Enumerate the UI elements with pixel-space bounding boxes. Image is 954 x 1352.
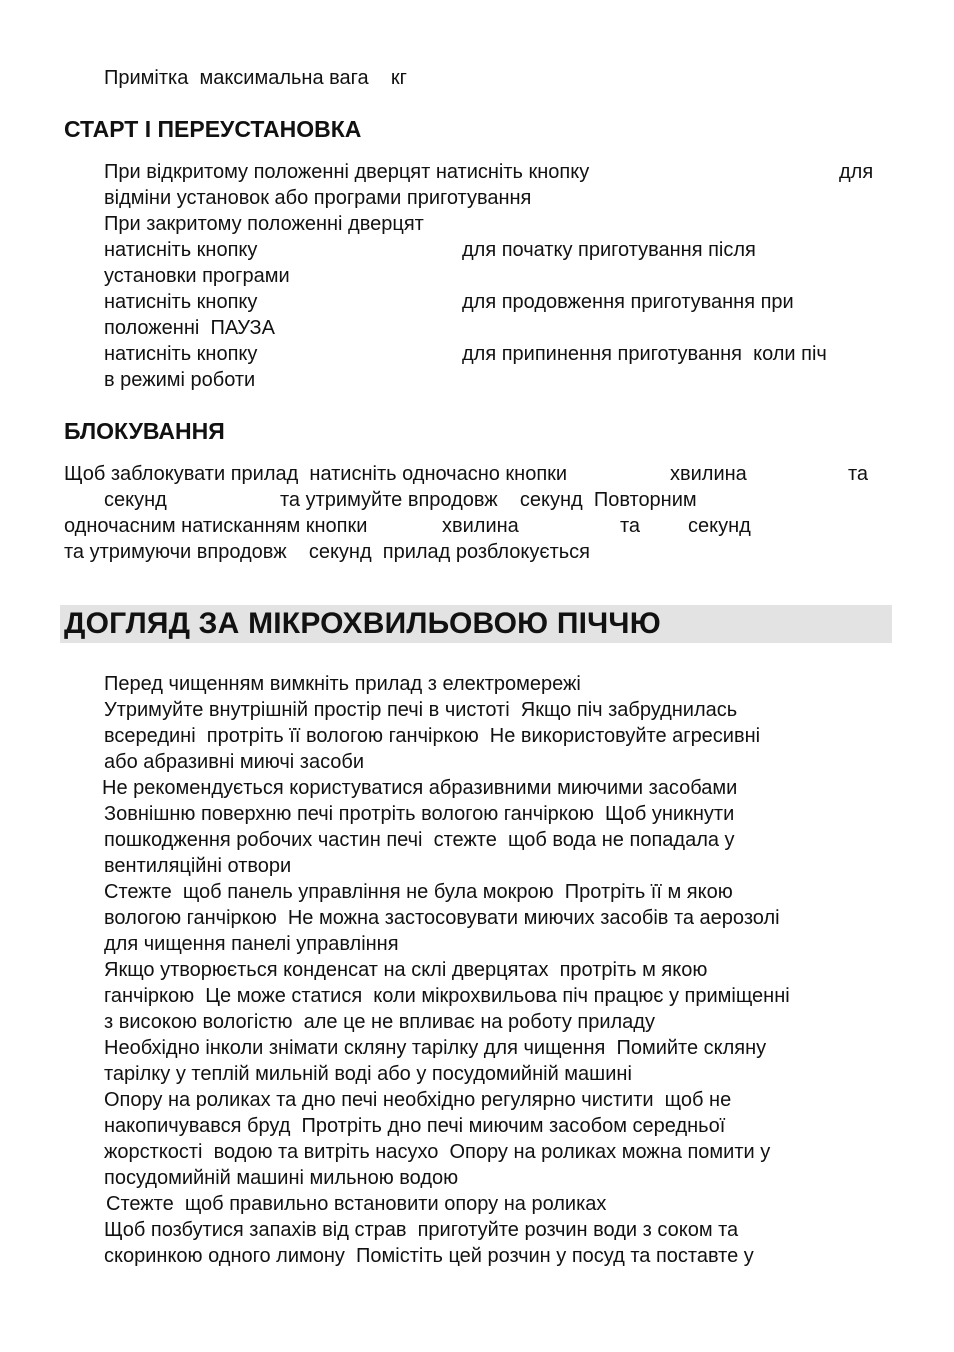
start-line-2: відміни установок або програми приготування bbox=[104, 187, 532, 209]
care-line: Стежте щоб панель управління не була мокрою Протріть її м якою bbox=[104, 881, 733, 903]
care-line: скоринкою одного лимону Помістіть цей розчин у посуд та поставте у bbox=[104, 1245, 754, 1267]
lock-line-1-a: Щоб заблокувати прилад натисніть одночасно кнопки bbox=[64, 463, 568, 485]
care-line: пошкодження робочих частин печі стежте щоб вода не попадала у bbox=[104, 829, 735, 851]
care-line: вентиляційні отвори bbox=[104, 855, 292, 877]
lock-line-1-b: хвилина bbox=[670, 463, 747, 485]
care-line: Утримуйте внутрішній простір печі в чистоті Якщо піч забруднилась bbox=[104, 699, 738, 721]
lock-heading: БЛОКУВАННЯ bbox=[64, 418, 225, 444]
lock-line-3-c: та bbox=[620, 515, 641, 537]
care-line: посудомийній машині мильною водою bbox=[104, 1167, 459, 1189]
care-line: Не рекомендується користуватися абразивними миючими засобами bbox=[102, 777, 738, 799]
start-line-3: При закритому положенні дверцят bbox=[104, 213, 424, 235]
start-line-8-left: натисніть кнопку bbox=[104, 343, 258, 365]
start-line-1: При відкритому положенні дверцят натисніть кнопку bbox=[104, 161, 590, 183]
care-line: тарілку у теплій мильній воді або у посудомийній машині bbox=[104, 1063, 632, 1085]
care-line: Якщо утворюється конденсат на склі дверцятах протріть м якою bbox=[104, 959, 708, 981]
care-heading: ДОГЛЯД ЗА МІКРОХВИЛЬОВОЮ ПІЧЧЮ bbox=[64, 607, 661, 640]
start-line-6-right: для продовження приготування при bbox=[462, 291, 794, 313]
start-line-6-left: натисніть кнопку bbox=[104, 291, 258, 313]
start-line-1-end: для bbox=[839, 161, 874, 183]
start-line-8-right: для припинення приготування коли піч bbox=[462, 343, 827, 365]
care-line: Щоб позбутися запахів від страв приготуйте розчин води з соком та bbox=[104, 1219, 739, 1241]
start-line-5: установки програми bbox=[104, 265, 290, 287]
lock-line-2-a: секунд bbox=[104, 489, 167, 511]
care-line: вологою ганчіркою Не можна застосовувати миючих засобів та аерозолі bbox=[104, 907, 780, 929]
care-line: для чищення панелі управління bbox=[104, 933, 399, 955]
lock-line-3-b: хвилина bbox=[442, 515, 519, 537]
care-line: Зовнішню поверхню печі протріть вологою ганчіркою Щоб уникнути bbox=[104, 803, 735, 825]
lock-line-3-a: одночасним натисканням кнопки bbox=[64, 515, 368, 537]
care-line: накопичувався бруд Протріть дно печі миючим засобом середньої bbox=[104, 1115, 726, 1137]
start-line-9: в режимі роботи bbox=[104, 369, 256, 391]
care-line: жорсткості водою та витріть насухо Опору на роликах можна помити у bbox=[104, 1141, 771, 1163]
start-line-7: положенні ПАУЗА bbox=[104, 317, 275, 339]
lock-line-4: та утримуючи впродовж секунд прилад розблокується bbox=[64, 541, 591, 563]
care-line: з високою вологістю але це не впливає на роботу приладу bbox=[104, 1011, 655, 1033]
start-line-4-left: натисніть кнопку bbox=[104, 239, 258, 261]
lock-line-2-b: та утримуйте впродовж секунд Повторним bbox=[280, 489, 697, 511]
care-line: Стежте щоб правильно встановити опору на роликах bbox=[106, 1193, 607, 1215]
care-line: Перед чищенням вимкніть прилад з електромережі bbox=[104, 673, 581, 695]
start-heading: СТАРТ І ПЕРЕУСТАНОВКА bbox=[64, 116, 362, 142]
lock-line-3-d: секунд bbox=[688, 515, 751, 537]
care-line: Опору на роликах та дно печі необхідно регулярно чистити щоб не bbox=[104, 1089, 732, 1111]
care-line: ганчіркою Це може статися коли мікрохвильова піч працює у приміщенні bbox=[104, 985, 790, 1007]
lock-line-1-c: та bbox=[848, 463, 869, 485]
start-line-4-right: для початку приготування після bbox=[462, 239, 756, 261]
care-line: або абразивні миючі засоби bbox=[104, 751, 365, 773]
care-line: всередині протріть її вологою ганчіркою Не використовуйте агресивні bbox=[104, 725, 761, 747]
care-line: Необхідно інколи знімати скляну тарілку для чищення Помийте скляну bbox=[104, 1037, 767, 1059]
weight-note: Примітка максимальна вага кг bbox=[104, 67, 407, 89]
